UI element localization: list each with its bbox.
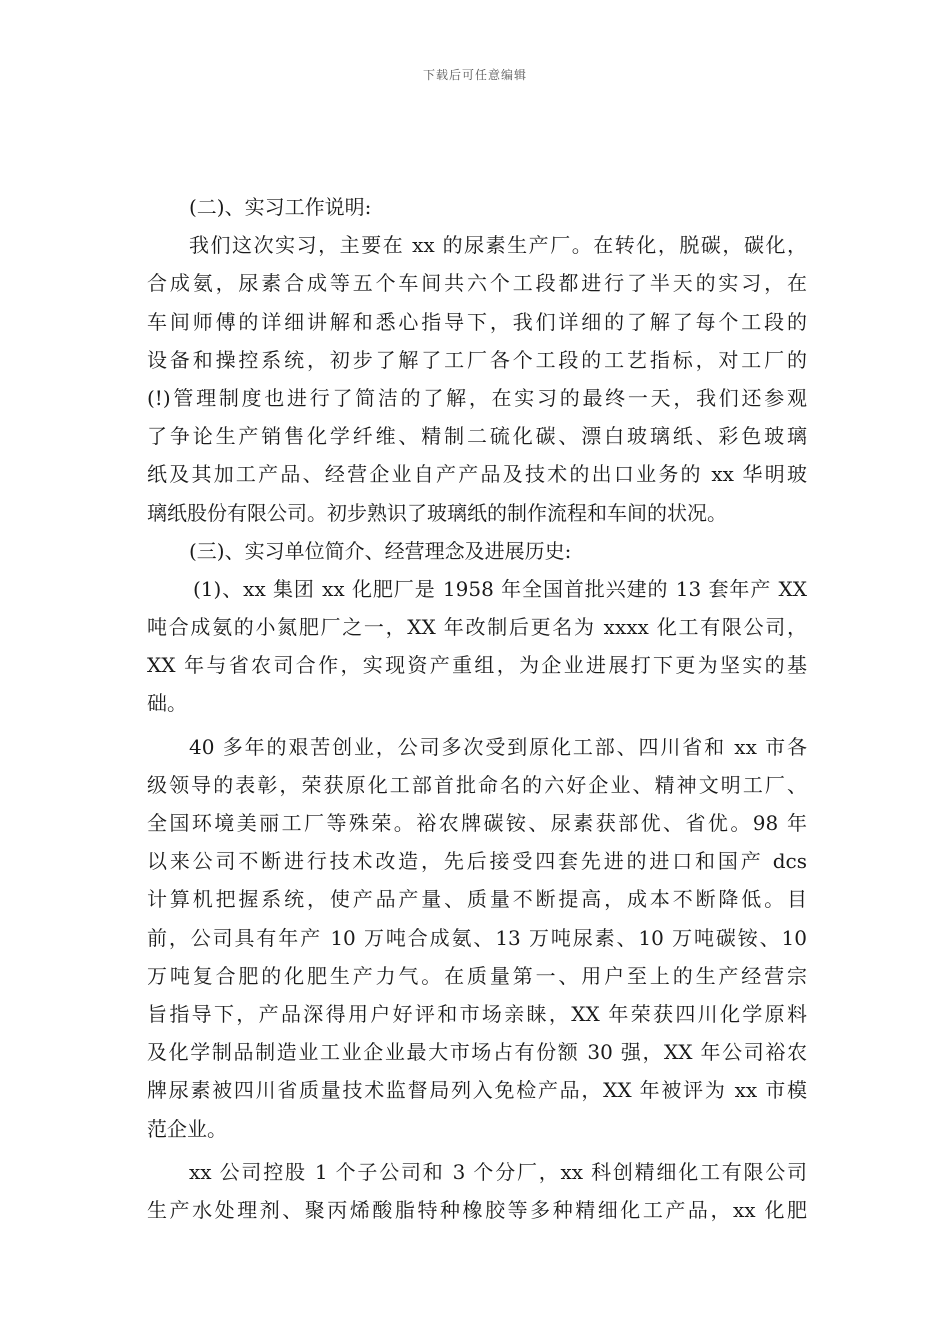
paragraph-line: 生产水处理剂、聚丙烯酸脂特种橡胶等多种精细化工产品，xx 化肥: [147, 1197, 807, 1222]
paragraph-line: 了争论生产销售化学纤维、精制二硫化碳、漂白玻璃纸、彩色玻璃: [147, 424, 807, 449]
paragraph-line: 合成氨，尿素合成等五个车间共六个工段都进行了半天的实习，在: [147, 271, 807, 296]
paragraph-line: 础。: [147, 691, 187, 716]
paragraph-line: (1)、xx 集团 xx 化肥厂是 1958 年全国首批兴建的 13 套年产 XX: [193, 576, 807, 601]
page-header: 下载后可任意编辑: [422, 68, 527, 82]
paragraph-line: XX 年与省农司合作，实现资产重组，为企业进展打下更为坚实的基: [147, 653, 807, 678]
paragraph-line: 40 多年的艰苦创业，公司多次受到原化工部、四川省和 xx 市各: [189, 734, 807, 759]
paragraph-line: 牌尿素被四川省质量技术监督局列入免检产品，XX 年被评为 xx 市模: [147, 1078, 807, 1103]
paragraph-line: 及化学制品制造业工业企业最大市场占有份额 30 强，XX 年公司裕农: [147, 1040, 807, 1065]
paragraph-line: 以来公司不断进行技术改造，先后接受四套先进的进口和国产 dcs: [147, 849, 807, 874]
section-heading-work-description: (二)、实习工作说明:: [189, 195, 372, 219]
paragraph-line: 万吨复合肥的化肥生产力气。在质量第一、用户至上的生产经营宗: [147, 963, 807, 988]
paragraph-line: 前，公司具有年产 10 万吨合成氨、13 万吨尿素、10 万吨碳铵、10: [147, 925, 807, 950]
paragraph-line: 吨合成氨的小氮肥厂之一，XX 年改制后更名为 xxxx 化工有限公司，: [147, 615, 807, 640]
paragraph-line: 我们这次实习，主要在 xx 的尿素生产厂。在转化，脱碳，碳化，: [189, 233, 807, 258]
section-heading-company-intro: (三)、实习单位简介、经营理念及进展历史:: [189, 538, 572, 563]
paragraph-line: 设备和操控系统，初步了解了工厂各个工段的工艺指标，对工厂的: [147, 347, 807, 372]
paragraph-line: (!)管理制度也进行了简洁的了解，在实习的最终一天，我们还参观: [147, 385, 807, 410]
paragraph-line: 车间师傅的详细讲解和悉心指导下，我们详细的了解了每个工段的: [147, 309, 807, 334]
paragraph-line: 璃纸股份有限公司。初步熟识了玻璃纸的制作流程和车间的状况。: [147, 500, 727, 525]
paragraph-line: 范企业。: [147, 1116, 227, 1141]
paragraph-line: 全国环境美丽工厂等殊荣。裕农牌碳铵、尿素获部优、省优。98 年: [147, 811, 807, 835]
paragraph-line: 计算机把握系统，使产品产量、质量不断提高，成本不断降低。目: [147, 887, 807, 912]
paragraph-line: 旨指导下，产品深得用户好评和市场亲睐，XX 年荣获四川化学原料: [147, 1001, 807, 1026]
document-body: [147, 188, 807, 1229]
paragraph-line: 纸及其加工产品、经营企业自产产品及技术的出口业务的 xx 华明玻: [147, 462, 807, 487]
paragraph-line: xx 公司控股 1 个子公司和 3 个分厂，xx 科创精细化工有限公司: [189, 1159, 807, 1184]
paragraph-line: 级领导的表彰，荣获原化工部首批命名的六好企业、精神文明工厂、: [147, 772, 807, 797]
